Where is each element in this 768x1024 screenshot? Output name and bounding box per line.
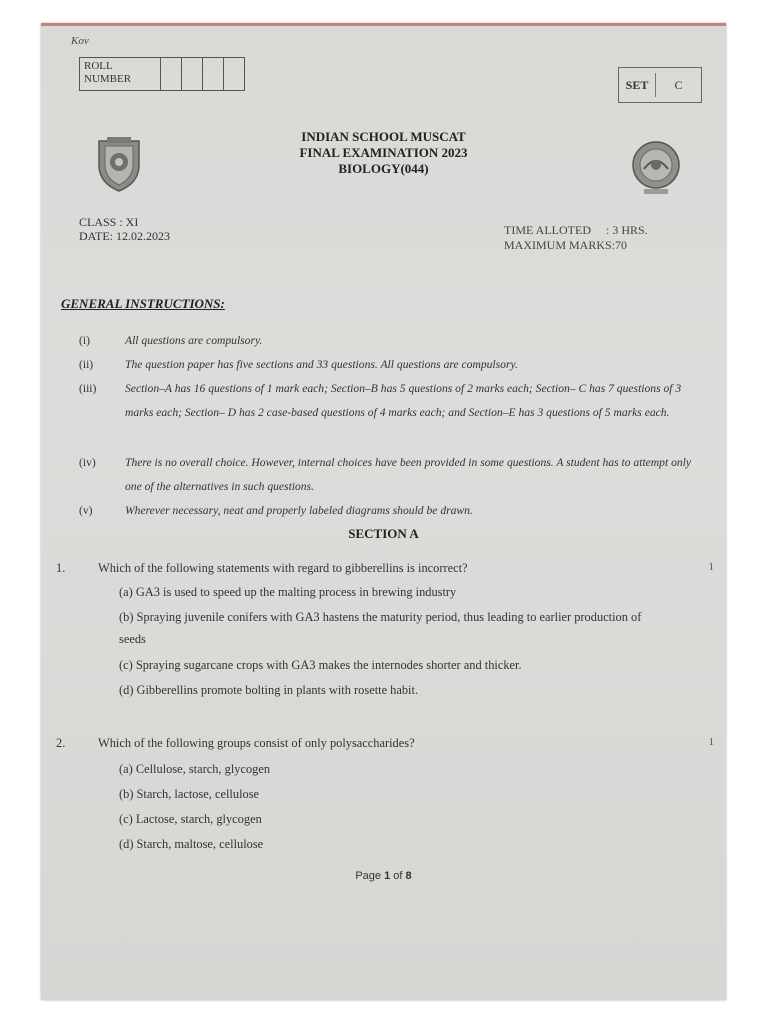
question-text: Which of the following groups consist of only polysaccharides? <box>98 736 415 750</box>
option-a: (a) Cellulose, starch, glycogen <box>119 762 271 776</box>
question-marks: 1 <box>708 561 714 573</box>
instruction-item: (iii) Section–A has 16 questions of 1 mark each; Section–B has 5 questions of 2 marks each; Section– C has 7 questions of 3 marks each; Section– D has 2 case-based questions of 4 marks each; and Section–E has 3 questions of 5 marks each. <box>79 382 682 419</box>
page-word: Page <box>355 870 382 882</box>
page-footer <box>41 870 726 882</box>
subject-name: BIOLOGY(044) <box>338 161 429 176</box>
page-total: 8 <box>405 870 412 882</box>
time-allotted: TIME ALLOTED : 3 HRS. <box>504 223 648 237</box>
question-number: 1. <box>56 561 66 575</box>
section-heading: SECTION A <box>348 526 419 541</box>
class-date-info <box>79 215 170 243</box>
school-name: INDIAN SCHOOL MUSCAT <box>301 129 466 144</box>
question-text: Which of the following statements with regard to gibberellins is incorrect? <box>98 561 468 575</box>
roll-cell <box>203 58 224 90</box>
handwritten-mark: Kov <box>71 35 89 47</box>
page-number: 1 <box>384 870 391 882</box>
option-d: (d) Starch, maltose, cellulose <box>119 837 264 851</box>
set-box <box>618 67 702 103</box>
exam-title-block <box>41 129 726 177</box>
question-number: 2. <box>56 736 66 750</box>
option-c: (c) Lactose, starch, glycogen <box>119 812 262 826</box>
time-marks-info <box>504 223 648 253</box>
of-word: of <box>393 870 403 882</box>
roll-cell <box>182 58 203 90</box>
maximum-marks: MAXIMUM MARKS:70 <box>504 238 628 252</box>
set-label: SET <box>619 73 656 97</box>
roll-cell <box>224 58 244 90</box>
option-a: (a) GA3 is used to speed up the malting process in brewing industry <box>119 585 457 599</box>
option-b: (b) Spraying juvenile conifers with GA3 hastens the maturity period, thus leading to earlier production of seeds <box>119 610 642 646</box>
instruction-item: (v) Wherever necessary, neat and properly labeled diagrams should be drawn. <box>79 504 473 517</box>
question-marks: 1 <box>708 736 714 748</box>
instructions-heading: GENERAL INSTRUCTIONS: <box>61 296 225 311</box>
roll-cell <box>161 58 182 90</box>
question-2 <box>56 736 714 751</box>
instruction-item: (iv) There is no overall choice. However, internal choices have been provided in some questions. A student has to attempt only one of the alternatives in such questions. <box>79 456 692 493</box>
roll-number-box <box>79 57 245 91</box>
option-d: (d) Gibberellins promote bolting in plants with rosette habit. <box>119 683 419 697</box>
set-value: C <box>674 77 683 92</box>
question-1 <box>56 561 714 576</box>
option-b: (b) Starch, lactose, cellulose <box>119 787 260 801</box>
instruction-item: (i) All questions are compulsory. <box>79 334 263 347</box>
exam-name: FINAL EXAMINATION 2023 <box>299 145 468 160</box>
class-label: CLASS : XI <box>79 215 139 229</box>
instruction-item: (ii) The question paper has five sections and 33 questions. All questions are compulsory. <box>79 358 518 371</box>
date-label: DATE: 12.02.2023 <box>79 229 170 243</box>
option-c: (c) Spraying sugarcane crops with GA3 makes the internodes shorter and thicker. <box>119 658 522 672</box>
roll-number-label: ROLL NUMBER <box>80 58 161 90</box>
exam-page <box>41 23 726 1000</box>
